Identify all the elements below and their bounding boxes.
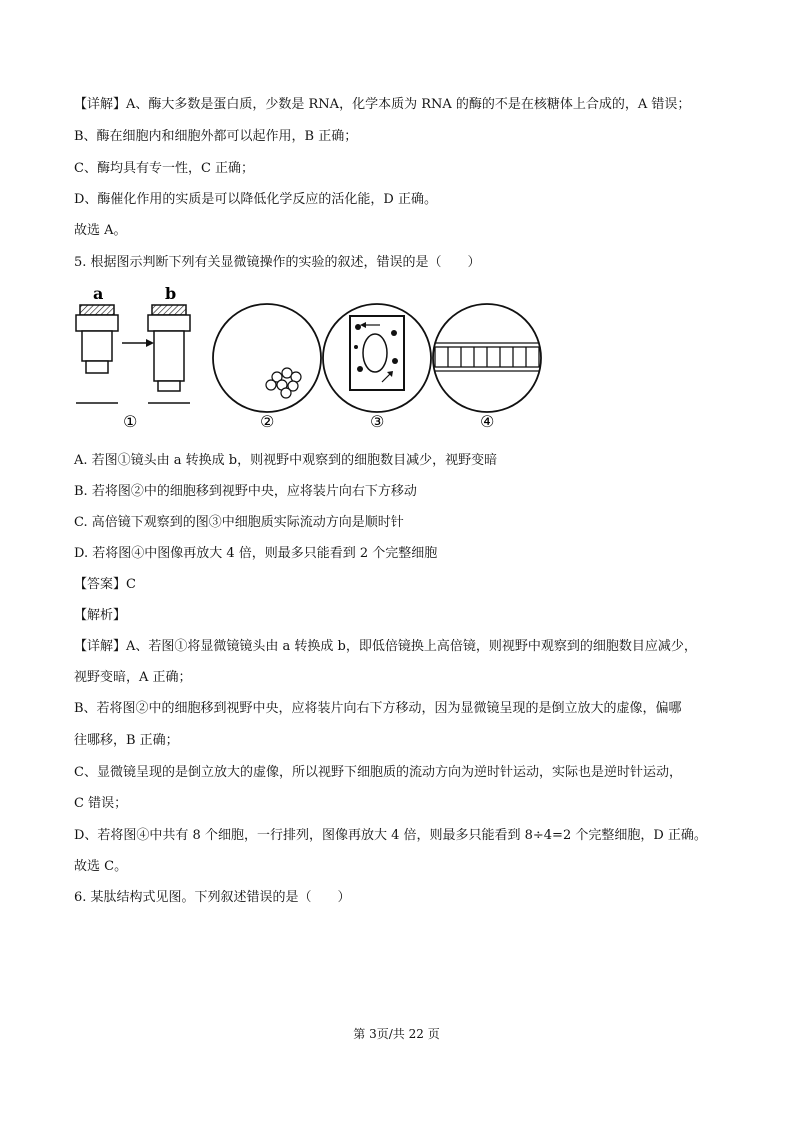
arrow-head-icon [146,339,154,347]
text-line-1: 【详解】A、酶大多数是蛋白质，少数是 RNA，化学本质为 RNA 的酶的不是在核糖体上合成的，A 错误； [74,97,691,112]
lens-a-label: a [93,284,104,303]
option-c: C. 高倍镜下观察到的图③中细胞质实际流动方向是顺时针 [74,515,404,530]
explanation-line-8: 故选 C。 [74,859,128,874]
lens-a-icon [76,284,118,373]
text-line-5: 故选 A。 [74,223,127,238]
text-line-4: D、酶催化作用的实质是可以降低化学反应的活化能，D 正确。 [74,192,437,207]
text-line-3: C、酶均具有专一性，C 正确； [74,161,255,176]
explanation-line-6: C 错误； [74,796,128,811]
figure-label-1: ① [123,412,138,431]
explanation-line-7: D、若将图④中共有 8 个细胞，一行排列，图像再放大 4 倍，则最多只能看到 8÷4=2 个完整细胞，D 正确。 [74,828,707,843]
page-footer: 第 3页/共 22 页 [353,1027,440,1041]
cell-row [435,343,539,371]
answer-label: 【答案】C [74,577,136,592]
explanation-line-5: C、显微镜呈现的是倒立放大的虚像，所以视野下细胞质的流动方向为逆时针运动，实际也是逆时针运动， [74,765,682,780]
question-6-stem: 6. 某肽结构式见图。下列叙述错误的是（ ） [74,890,351,905]
figure-label-4: ④ [480,412,495,431]
lens-b-label: b [165,284,177,303]
explanation-line-3: B、若将图②中的细胞移到视野中央，应将装片向右下方移动，因为显微镜呈现的是倒立放大的虚像，偏哪 [74,701,682,716]
analysis-label: 【解析】 [74,608,127,623]
microscope-figure [70,283,550,433]
question-5-stem: 5. 根据图示判断下列有关显微镜操作的实验的叙述，错误的是（ ） [74,255,481,270]
option-b: B. 若将图②中的细胞移到视野中央，应将装片向右下方移动 [74,484,417,499]
lens-b-icon [148,284,190,391]
explanation-line-2: 视野变暗，A 正确； [74,670,192,685]
option-a: A. 若图①镜头由 a 转换成 b，则视野中观察到的细胞数目减少，视野变暗 [74,453,498,468]
field-of-view-2 [213,304,321,412]
explanation-line-4: 往哪移，B 正确； [74,733,179,748]
explanation-line-1: 【详解】A、若图①将显微镜镜头由 a 转换成 b，即低倍镜换上高倍镜，则视野中观察到的细胞数目应减少， [74,639,697,654]
option-d: D. 若将图④中图像再放大 4 倍，则最多只能看到 2 个完整细胞 [74,546,438,561]
figure-label-3: ③ [370,412,385,431]
vacuole [363,334,387,372]
text-line-2: B、酶在细胞内和细胞外都可以起作用，B 正确； [74,129,358,144]
figure-label-2: ② [260,412,275,431]
